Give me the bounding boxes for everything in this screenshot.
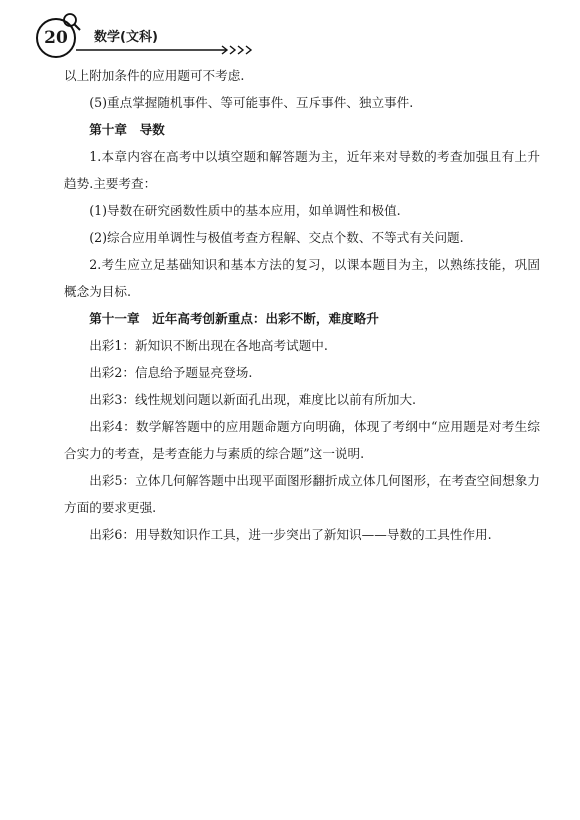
chapter-11-heading: 第十一章 近年高考创新重点：出彩不断，难度略升 [89,311,379,326]
highlight-2: 出彩2：信息给予题显亮登场. [89,365,253,380]
list-item-5: (5)重点掌握随机事件、等可能事件、互斥事件、独立事件. [89,95,414,110]
highlight-1: 出彩1：新知识不断出现在各地高考试题中. [89,338,328,353]
page-number: 20 [44,28,68,48]
chapter-10-item-2: (2)综合应用单调性与极值考查方程解、交点个数、不等式有关问题. [89,230,464,245]
highlight-6: 出彩6：用导数知识作工具，进一步突出了新知识——导数的工具性作用. [89,527,492,542]
paragraph-continuation: 以上附加条件的应用题可不考虑. [64,68,245,83]
highlight-4: 出彩4：数学解答题中的应用题命题方向明确，体现了考纲中“应用题是对考生综合实力的考查，是考查能力与素质的综合题”这一说明. [64,419,540,461]
page-body [64,62,540,548]
chapter-10-paragraph-2: 2.考生应立足基础知识和基本方法的复习，以课本题目为主，以熟练技能，巩固概念为目标. [64,257,540,299]
section-title: 数学(文科) [94,30,158,45]
chapter-10-item-1: (1)导数在研究函数性质中的基本应用，如单调性和极值. [89,203,401,218]
arrow-icon [76,45,254,55]
chapter-10-paragraph-1: 1.本章内容在高考中以填空题和解答题为主，近年来对导数的考查加强且有上升趋势.主要考查： [64,149,540,191]
page-header [36,18,256,58]
highlight-5: 出彩5：立体几何解答题中出现平面图形翻折成立体几何图形，在考查空间想象力方面的要求更强. [64,473,540,515]
highlight-3: 出彩3：线性规划问题以新面孔出现，难度比以前有所加大. [89,392,417,407]
chapter-10-heading: 第十章 导数 [89,122,165,137]
magnifier-icon [62,12,82,32]
